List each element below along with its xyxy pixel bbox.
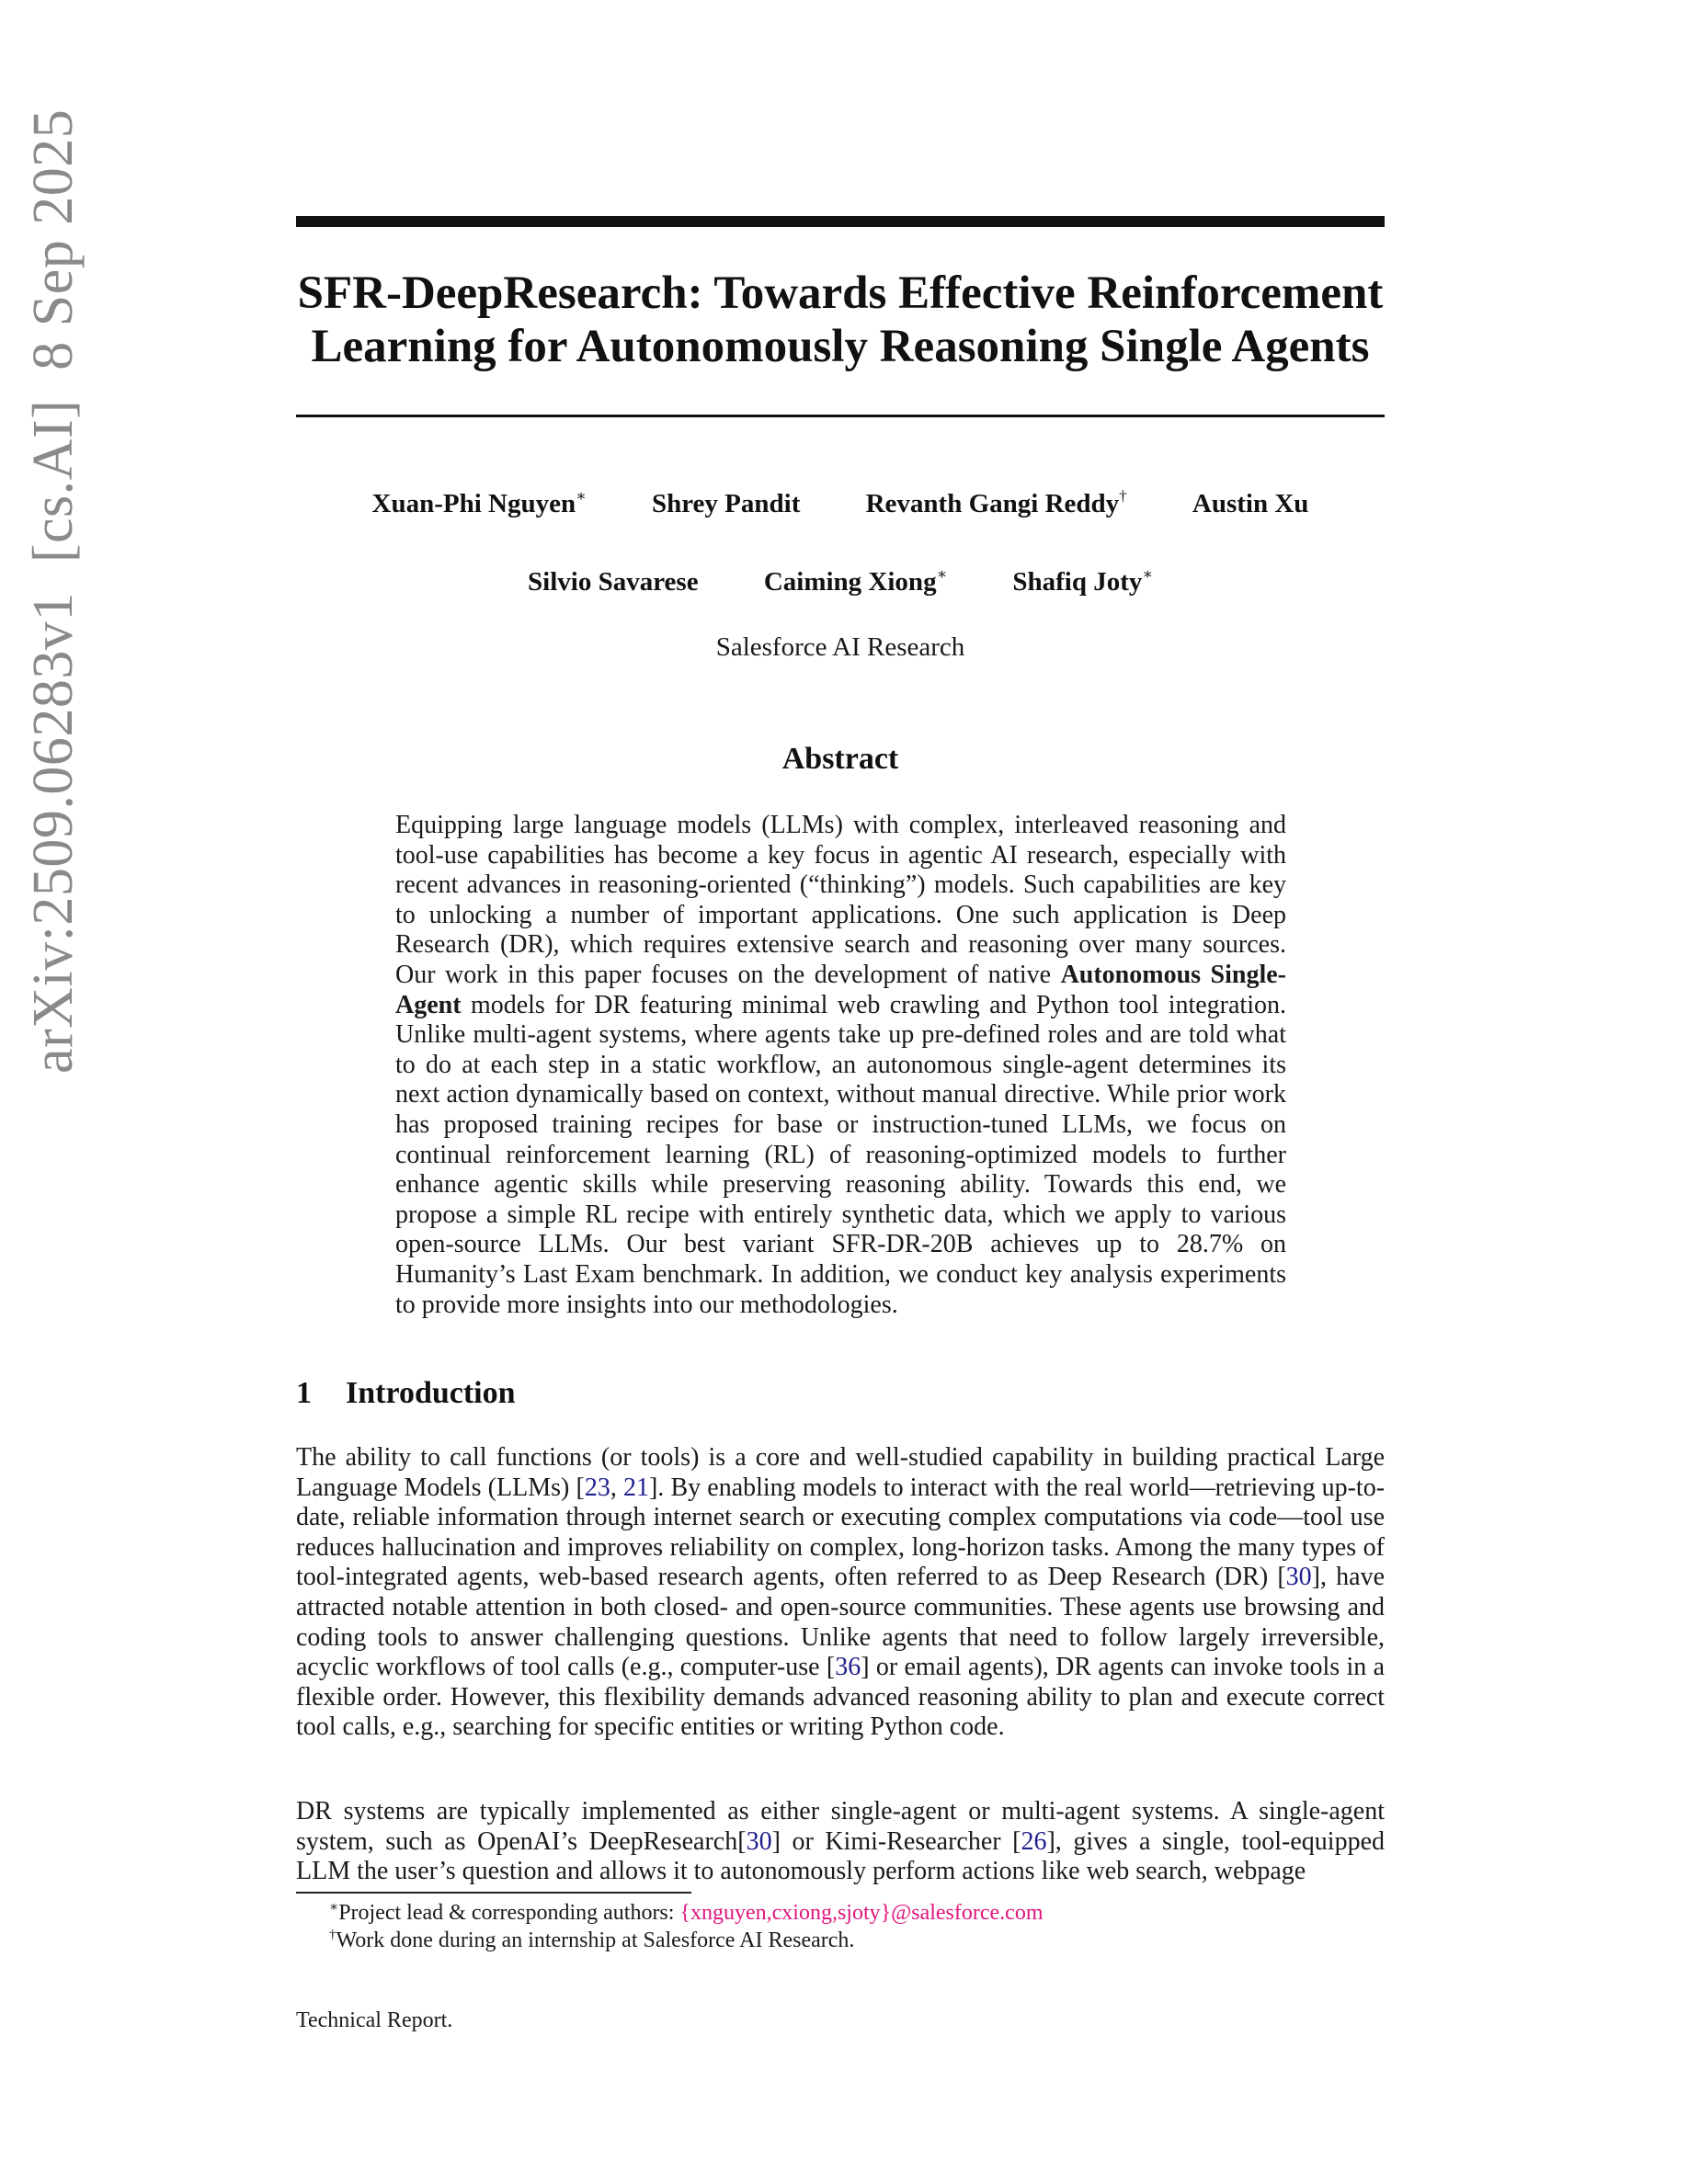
footnote-corresponding-authors: ∗Project lead & corresponding authors: {xnguyen,cxiong,sjoty}@salesforce.com	[329, 1900, 1044, 1925]
section-heading-introduction: 1 Introduction	[296, 1376, 516, 1410]
citation-link[interactable]: 21	[622, 1473, 649, 1502]
citation-link[interactable]: 26	[1021, 1826, 1047, 1856]
abstract-body: Equipping large language models (LLMs) with complex, interleaved reasoning and tool-use capabilities has become a key focus in agentic AI research, especially with recent advances in reasoning-oriented (“thinking”) models. Such capabilities are key to unlocking a number of important applications. One such application is Deep Research (DR), which requires extensive search and reasoning over many sources. Our work in this paper focuses on the development of native Autonomous Single-Agent models for DR featuring minimal web crawling and Python tool integration. Unlike multi-agent systems, where agents take up pre-defined roles and are told what to do at each step in a static workflow, an autonomous single-agent determines its next action dynamically based on context, without manual directive. While prior work has proposed training recipes for base or instruction-tuned LLMs, we focus on continual reinforcement learning (RL) of reasoning-optimized models to further enhance agentic skills while preserving reasoning ability. Towards this end, we propose a simple RL recipe with entirely synthetic data, which we apply to various open-source LLMs. Our best variant SFR-DR-20B achieves up to 28.7% on Humanity’s Last Exam benchmark. In addition, we conduct key analysis experiments to provide more insights into our methodologies.	[395, 811, 1287, 1319]
author: Caiming Xiong∗	[763, 565, 948, 597]
title-line-2: Learning for Autonomously Reasoning Single Agents	[311, 321, 1370, 372]
report-type-label: Technical Report.	[296, 2008, 453, 2032]
title-line-1: SFR-DeepResearch: Towards Effective Reinforcement	[297, 267, 1384, 319]
author: Silvio Savarese	[528, 567, 699, 597]
intro-paragraph-2: DR systems are typically implemented as either single-agent or multi-agent systems. A single-agent system, such as OpenAI’s DeepResearch[30] or Kimi-Researcher [26], gives a single, tool-equipped LLM the user’s question and allows it to autonomously perform actions like web search, webpage	[296, 1797, 1385, 1886]
intro-paragraph-1: The ability to call functions (or tools) is a core and well-studied capability in building practical Large Language Models (LLMs) [23, 21]. By enabling models to interact with the real world—retrieving up-to-date, reliable information through internet search or executing complex computations via code—tool use reduces hallucination and improves reliability on complex, long-horizon tasks. Among the many types of tool-integrated agents, web-based research agents, often referred to as Deep Research (DR) [30], have attracted notable attention in both closed- and open-source communities. These agents use browsing and coding tools to answer challenging questions. Unlike agents that need to follow largely irreversible, acyclic workflows of tool calls (e.g., computer-use [36] or email agents), DR agents can invoke tools in a flexible order. However, this flexibility demands advanced reasoning ability to plan and execute correct tool calls, e.g., searching for specific entities or writing Python code.	[296, 1443, 1386, 1742]
affiliation: Salesforce AI Research	[715, 632, 965, 662]
citation-link[interactable]: 23	[584, 1473, 610, 1502]
author: Xuan-Phi Nguyen∗	[371, 487, 587, 518]
title-bottom-rule	[296, 415, 1385, 417]
footnote-internship: †Work done during an internship at Salesforce AI Research.	[329, 1928, 855, 1952]
title-top-rule	[296, 216, 1385, 227]
abstract-emphasis: Autonomous Single-Agent	[395, 960, 1287, 1019]
arxiv-identifier-stamp: arXiv:2509.06283v1 [cs.AI] 8 Sep 2025	[22, 108, 85, 1074]
citation-link[interactable]: 30	[1285, 1563, 1312, 1592]
author: Austin Xu	[1192, 489, 1309, 518]
author: Shrey Pandit	[651, 489, 801, 518]
citation-link[interactable]: 36	[835, 1653, 861, 1682]
author: Shafiq Joty∗	[1012, 565, 1153, 597]
author-email-link[interactable]: {xnguyen,cxiong,sjoty}@salesforce.com	[679, 1901, 1044, 1925]
abstract-heading: Abstract	[781, 742, 899, 776]
paper-title	[296, 267, 1385, 373]
author: Revanth Gangi Reddy†	[865, 487, 1127, 518]
footnote-separator	[296, 1892, 691, 1894]
author-list-row-1	[296, 487, 1385, 520]
author-list-row-2	[296, 565, 1385, 598]
citation-link[interactable]: 30	[746, 1826, 772, 1856]
